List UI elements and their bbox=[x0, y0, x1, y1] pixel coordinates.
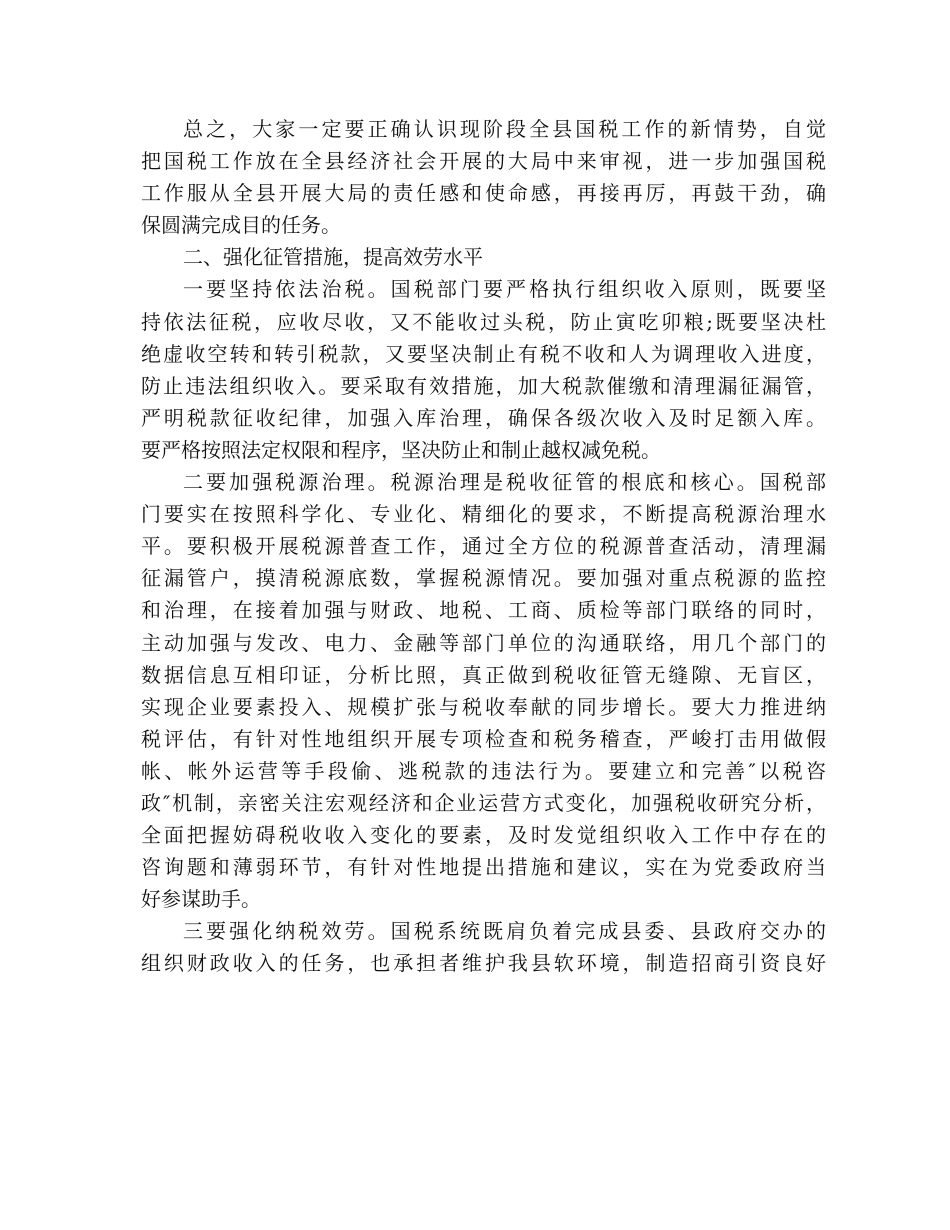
text-line: 主动加强与发改、电力、金融等部门单位的沟通联络，用几个部门的 bbox=[141, 630, 826, 655]
document-body bbox=[141, 113, 826, 980]
text-line: 实现企业要素投入、规模扩张与税收奉献的同步增长。要大力推进纳 bbox=[141, 694, 826, 719]
text-line: 组织财政收入的任务，也承担者维护我县软环境，制造招商引资良好 bbox=[141, 951, 826, 976]
text-line: 征漏管户，摸清税源底数，掌握税源情况。要加强对重点税源的监控 bbox=[141, 566, 826, 591]
paragraph-point-one bbox=[141, 273, 826, 466]
text-line: 门要实在按照科学化、专业化、精细化的要求，不断提高税源治理水 bbox=[141, 502, 826, 527]
text-line: 数据信息互相印证，分析比照，真正做到税收征管无缝隙、无盲区， bbox=[141, 662, 826, 687]
section-heading bbox=[141, 241, 826, 273]
text-line: 二要加强税源治理。税源治理是税收征管的根底和核心。国税部 bbox=[183, 470, 826, 495]
text-line: 帐、帐外运营等手段偷、逃税款的违法行为。要建立和完善″以税咨 bbox=[141, 758, 826, 783]
paragraph-point-two bbox=[141, 466, 826, 915]
text-line: 严明税款征收纪律，加强入库治理，确保各级次收入及时足额入库。 bbox=[141, 405, 826, 430]
text-line: 把国税工作放在全县经济社会开展的大局中来审视，进一步加强国税 bbox=[141, 149, 826, 174]
paragraph-summary bbox=[141, 113, 826, 241]
text-line: 绝虚收空转和转引税款，又要坚决制止有税不收和人为调理收入进度， bbox=[141, 341, 826, 366]
text-line: 平。要积极开展税源普查工作，通过全方位的税源普查活动，清理漏 bbox=[141, 534, 826, 559]
text-line: 一要坚持依法治税。国税部门要严格执行组织收入原则，既要坚 bbox=[183, 277, 826, 302]
text-line: 政″机制，亲密关注宏观经济和企业运营方式变化，加强税收研究分析， bbox=[141, 790, 826, 815]
paragraph-point-three bbox=[141, 915, 826, 979]
text-line: 好参谋助手。 bbox=[141, 887, 261, 912]
text-line: 持依法征税，应收尽收，又不能收过头税，防止寅吃卯粮;既要坚决杜 bbox=[141, 309, 826, 334]
text-line: 全面把握妨碍税收收入变化的要素，及时发觉组织收入工作中存在的 bbox=[141, 823, 826, 848]
heading-text: 二、强化征管措施，提高效劳水平 bbox=[183, 245, 483, 270]
text-line: 税评估，有针对性地组织开展专项检查和税务稽查，严峻打击用做假 bbox=[141, 726, 826, 751]
text-line: 工作服从全县开展大局的责任感和使命感，再接再厉，再鼓干劲，确 bbox=[141, 181, 826, 206]
text-line: 防止违法组织收入。要采取有效措施，加大税款催缴和清理漏征漏管， bbox=[141, 373, 826, 398]
text-line: 咨询题和薄弱环节，有针对性地提出措施和建议，实在为党委政府当 bbox=[141, 855, 826, 880]
text-line: 要严格按照法定权限和程序，坚决防止和制止越权减免税。 bbox=[141, 437, 661, 462]
text-line: 保圆满完成目的任务。 bbox=[141, 213, 341, 238]
text-line: 总之，大家一定要正确认识现阶段全县国税工作的新情势，自觉 bbox=[183, 117, 826, 141]
text-line: 和治理，在接着加强与财政、地税、工商、质检等部门联络的同时， bbox=[141, 598, 826, 623]
text-line: 三要强化纳税效劳。国税系统既肩负着完成县委、县政府交办的 bbox=[183, 919, 826, 944]
